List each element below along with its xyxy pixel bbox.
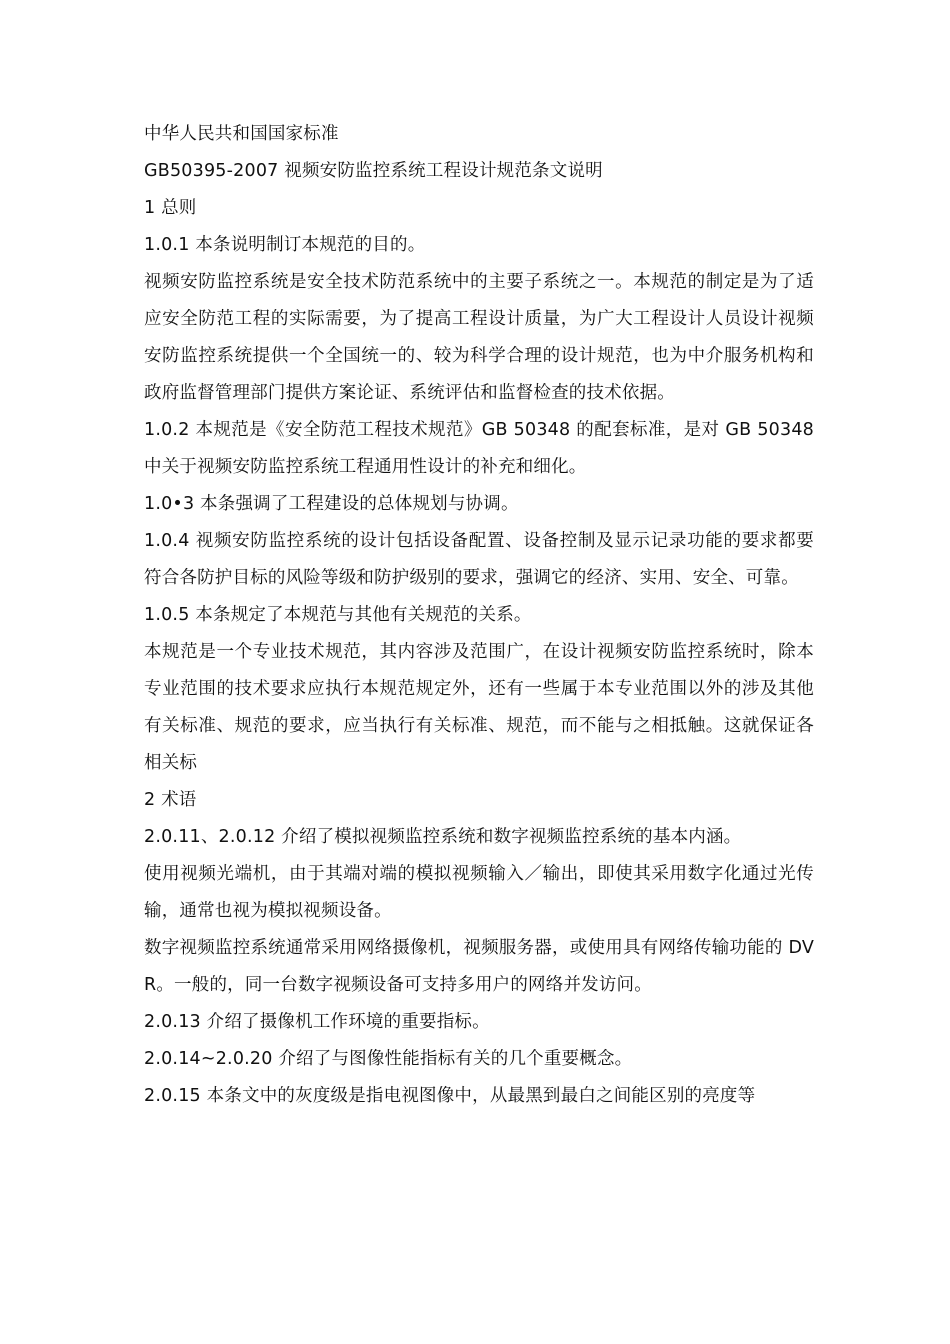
clause-1-0-5: 1.0.5 本条规定了本规范与其他有关规范的关系。 <box>144 605 532 625</box>
section-heading-1: 1 总则 <box>144 198 197 218</box>
clause-1-0-2: 1.0.2 本规范是《安全防范工程技术规范》GB 50348 的配套标准，是对 GB 50348 中关于视频安防监控系统工程通用性设计的补充和细化。 <box>144 420 814 477</box>
clause-2-0-14: 2.0.14~2.0.20 介绍了与图像性能指标有关的几个重要概念。 <box>144 1049 633 1069</box>
section-heading-2: 2 术语 <box>144 790 197 810</box>
clause-1-0-1: 1.0.1 本条说明制订本规范的目的。 <box>144 235 426 255</box>
paragraph-digital-system: 数字视频监控系统通常采用网络摄像机，视频服务器，或使用具有网络传输功能的 DVR。一般的，同一台数字视频设备可支持多用户的网络并发访问。 <box>144 938 814 995</box>
document-title: GB50395-2007 视频安防监控系统工程设计规范条文说明 <box>144 161 603 181</box>
clause-2-0-15: 2.0.15 本条文中的灰度级是指电视图像中，从最黑到最白之间能区别的亮度等 <box>144 1086 756 1106</box>
clause-2-0-11: 2.0.11、2.0.12 介绍了模拟视频监控系统和数字视频监控系统的基本内涵。 <box>144 827 742 847</box>
standard-heading: 中华人民共和国国家标准 <box>144 124 339 144</box>
paragraph-purpose: 视频安防监控系统是安全技术防范系统中的主要子系统之一。本规范的制定是为了适应安全防范工程的实际需要，为了提高工程设计质量，为广大工程设计人员设计视频安防监控系统提供一个全国统一的、较为科学合理的设计规范，也为中介服务机构和政府监督管理部门提供方案论证、系统评估和监督检查的技术依据。 <box>144 272 814 403</box>
clause-1-0-4: 1.0.4 视频安防监控系统的设计包括设备配置、设备控制及显示记录功能的要求都要符合各防护目标的风险等级和防护级别的要求，强调它的经济、实用、安全、可靠。 <box>144 531 814 588</box>
clause-1-0-3: 1.0•3 本条强调了工程建设的总体规划与协调。 <box>144 494 519 514</box>
clause-2-0-13: 2.0.13 介绍了摄像机工作环境的重要指标。 <box>144 1012 490 1032</box>
document-body <box>144 116 814 1115</box>
paragraph-optical-transceiver: 使用视频光端机，由于其端对端的模拟视频输入／输出，即使其采用数字化通过光传输，通常也视为模拟视频设备。 <box>144 864 814 921</box>
paragraph-scope: 本规范是一个专业技术规范，其内容涉及范围广，在设计视频安防监控系统时，除本专业范围的技术要求应执行本规范规定外，还有一些属于本专业范围以外的涉及其他有关标准、规范的要求，应当执行有关标准、规范，而不能与之相抵触。这就保证各相关标 <box>144 642 814 773</box>
